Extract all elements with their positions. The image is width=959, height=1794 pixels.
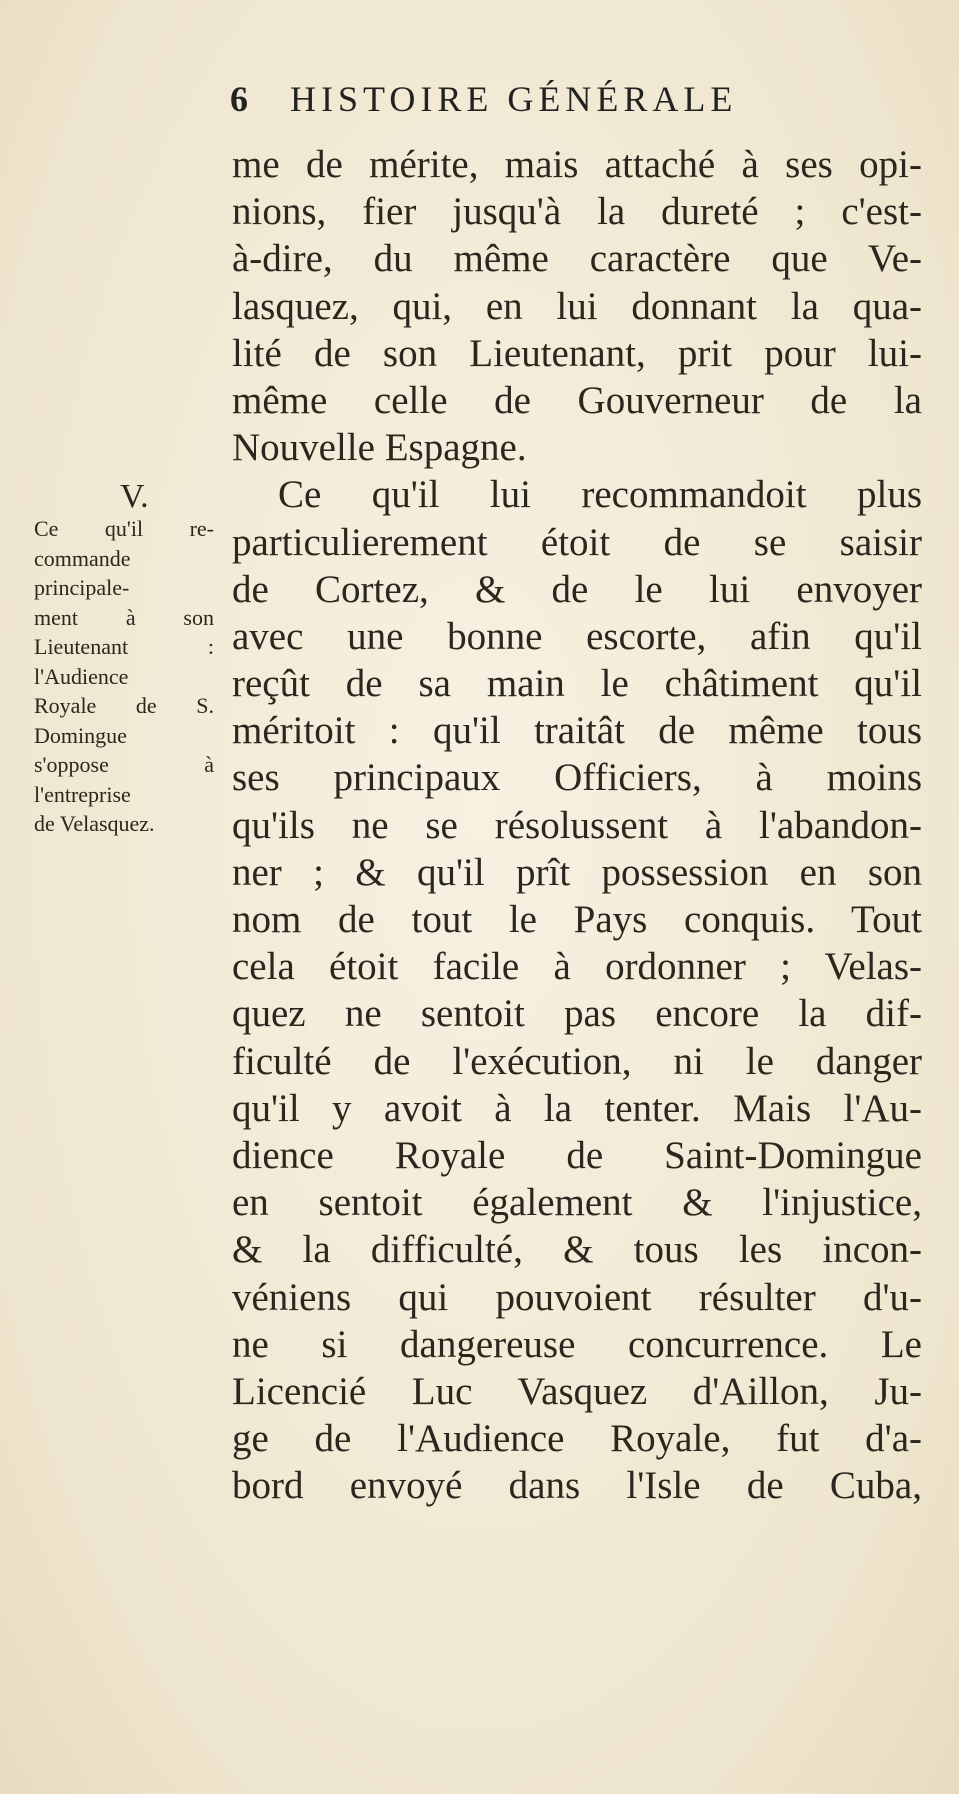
text-line: véniens qui pouvoient résulter d'u- bbox=[232, 1275, 922, 1319]
text-line: lité de son Lieutenant, prit pour lui- bbox=[232, 331, 922, 375]
text-line: me de mérite, mais attaché à ses opi- bbox=[232, 143, 922, 186]
text-line: Ce qu'il lui recommandoit plus bbox=[278, 473, 922, 517]
marginal-note bbox=[34, 514, 214, 839]
margin-note-line: s'oppose à bbox=[34, 752, 214, 777]
text-line: ne si dangereuse concurrence. Le bbox=[232, 1322, 922, 1366]
main-text-block bbox=[232, 141, 922, 1509]
margin-note-line: ment à son bbox=[34, 604, 214, 630]
text-line: cela étoit facile à ordonner ; Velas- bbox=[232, 945, 922, 989]
running-title: HISTOIRE GÉNÉRALE bbox=[290, 79, 738, 119]
text-line: lasquez, qui, en lui donnant la qua- bbox=[232, 284, 922, 328]
margin-note-line: commande bbox=[34, 545, 131, 571]
text-line: ses principaux Officiers, à moins bbox=[232, 756, 922, 800]
text-line: reçût de sa main le châtiment qu'il bbox=[232, 662, 922, 706]
text-line: même celle de Gouverneur de la bbox=[232, 378, 922, 422]
page-number: 6 bbox=[230, 79, 252, 119]
text-line: en sentoit également & l'injustice, bbox=[232, 1181, 922, 1225]
text-line: de Cortez, & de le lui envoyer bbox=[232, 567, 922, 611]
text-line: nom de tout le Pays conquis. Tout bbox=[232, 898, 922, 941]
text-line: ficulté de l'exécution, ni le danger bbox=[232, 1039, 922, 1083]
text-line: ge de l'Audience Royale, fut d'a- bbox=[232, 1417, 922, 1461]
text-line: nions, fier jusqu'à la dureté ; c'est- bbox=[232, 190, 922, 234]
margin-note-line: Lieutenant : bbox=[34, 634, 214, 659]
margin-note-line: l'entreprise bbox=[34, 781, 131, 807]
text-line: quez ne sentoit pas encore la dif- bbox=[232, 992, 922, 1036]
text-line: Licencié Luc Vasquez d'Aillon, Ju- bbox=[232, 1369, 922, 1413]
text-line: particulierement étoit de se saisir bbox=[232, 520, 922, 564]
margin-note-line: l'Audience bbox=[34, 663, 129, 689]
text-line: ner ; & qu'il prît possession en son bbox=[232, 850, 922, 894]
margin-note-line: Domingue bbox=[34, 722, 127, 748]
margin-note-line: principale- bbox=[34, 575, 130, 600]
text-line: bord envoyé dans l'Isle de Cuba, bbox=[232, 1464, 922, 1508]
text-line: avec une bonne escorte, afin qu'il bbox=[232, 614, 922, 658]
text-line: Nouvelle Espagne. bbox=[232, 426, 527, 470]
margin-note-line: de Velasquez. bbox=[34, 811, 155, 836]
text-line: à-dire, du même caractère que Ve- bbox=[232, 237, 922, 281]
text-line: qu'ils ne se résolussent à l'abandon- bbox=[232, 803, 922, 847]
text-line: & la difficulté, & tous les incon- bbox=[232, 1228, 922, 1272]
running-header bbox=[230, 78, 880, 128]
text-line: dience Royale de Saint-Domingue bbox=[232, 1133, 922, 1177]
margin-note-line: Ce qu'il re- bbox=[34, 516, 214, 541]
section-number: V. bbox=[120, 478, 149, 515]
margin-note-line: Royale de S. bbox=[34, 693, 214, 718]
text-line: qu'il y avoit à la tenter. Mais l'Au- bbox=[232, 1086, 922, 1130]
text-line: méritoit : qu'il traitât de même tous bbox=[232, 709, 922, 753]
